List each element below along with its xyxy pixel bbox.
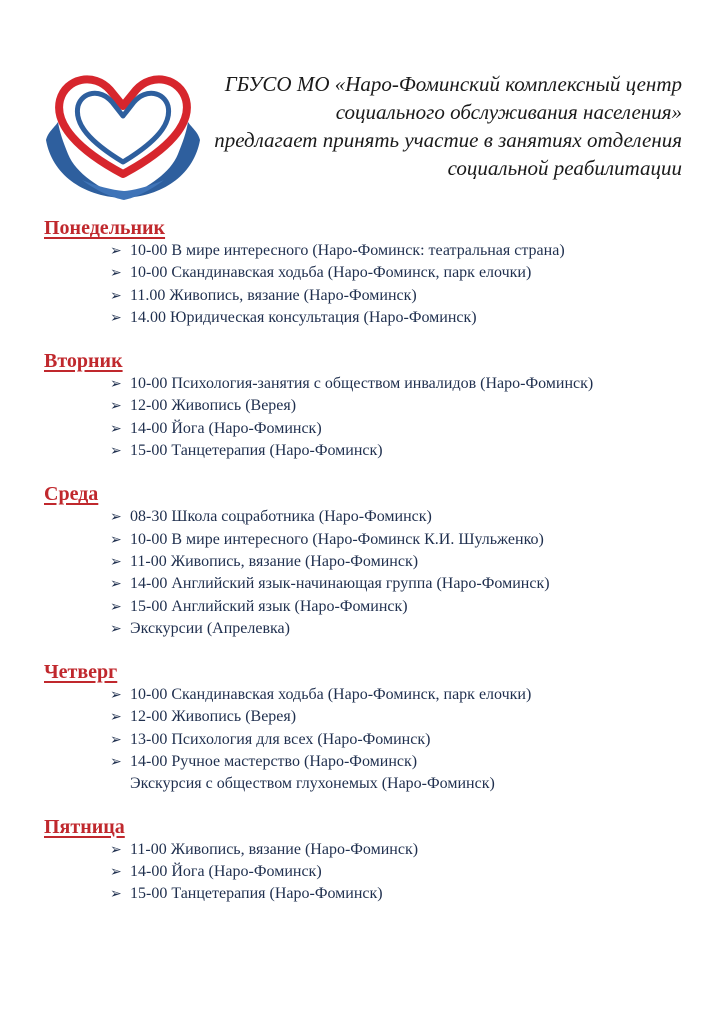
list-item: [110, 751, 694, 773]
arrow-bullet-icon: ➢: [110, 421, 122, 437]
list-item: [110, 618, 694, 640]
activity-text: 14-00 Ручное мастерство (Наро-Фоминск): [130, 753, 418, 771]
arrow-bullet-icon: ➢: [110, 554, 122, 570]
arrow-bullet-icon: ➢: [110, 577, 122, 593]
arrow-bullet-icon: ➢: [110, 377, 122, 393]
list-item: [110, 440, 694, 462]
activity-text: 13-00 Психология для всех (Наро-Фоминск): [130, 730, 431, 748]
weekly-schedule: [44, 216, 694, 926]
day-section: [44, 349, 694, 462]
activity-text: 14.00 Юридическая консультация (Наро-Фоминск): [130, 308, 477, 326]
activity-text: 10-00 Скандинавская ходьба (Наро-Фоминск, парк елочки): [130, 686, 532, 704]
arrow-bullet-icon: ➢: [110, 621, 122, 637]
arrow-bullet-icon: ➢: [110, 510, 122, 526]
activity-text: 15-00 Английский язык (Наро-Фоминск): [130, 597, 408, 615]
day-title: Вторник: [44, 350, 123, 373]
arrow-bullet-icon: ➢: [110, 444, 122, 460]
day-title: Среда: [44, 483, 99, 506]
activity-text: 12-00 Живопись (Верея): [130, 708, 297, 726]
arrow-bullet-icon: ➢: [110, 688, 122, 704]
list-item: [110, 240, 694, 262]
activity-text: 10-00 Скандинавская ходьба (Наро-Фоминск, парк елочки): [130, 264, 532, 282]
arrow-bullet-icon: ➢: [110, 755, 122, 771]
activity-text: Экскурсия с обществом глухонемых (Наро-Фоминск): [130, 775, 495, 793]
activity-text: 10-00 В мире интересного (Наро-Фоминск К.И. Шульженко): [130, 530, 544, 548]
activity-list: [44, 839, 694, 906]
header-line: социальной реабилитации: [447, 156, 682, 180]
list-item: [110, 861, 694, 883]
day-title: Пятница: [44, 815, 125, 838]
arrow-bullet-icon: ➢: [110, 266, 122, 282]
activity-text: 14-00 Английский язык-начинающая группа (Наро-Фоминск): [130, 575, 550, 593]
header-line: социального обслуживания населения»: [335, 100, 682, 124]
arrow-bullet-icon: ➢: [110, 887, 122, 903]
list-item: [110, 307, 694, 329]
activity-text: 11-00 Живопись, вязание (Наро-Фоминск): [130, 840, 419, 858]
list-item: [110, 573, 694, 595]
arrow-bullet-icon: ➢: [110, 842, 122, 858]
arrow-bullet-icon: ➢: [110, 732, 122, 748]
activity-text: 11-00 Живопись, вязание (Наро-Фоминск): [130, 552, 419, 570]
activity-text: 10-00 Психология-занятия с обществом инвалидов (Наро-Фоминск): [130, 375, 594, 393]
arrow-bullet-icon: ➢: [110, 244, 122, 259]
activity-list: [44, 373, 694, 462]
activity-list: [44, 506, 694, 640]
activity-text: 08-30 Школа соцработника (Наро-Фоминск): [130, 508, 432, 526]
day-section: [44, 815, 694, 906]
activity-text: 14-00 Йога (Наро-Фоминск): [130, 862, 322, 880]
list-item: [110, 418, 694, 440]
list-item: [110, 395, 694, 417]
activity-text: 12-00 Живопись (Верея): [130, 397, 297, 415]
activity-list: [44, 684, 694, 794]
arrow-bullet-icon: ➢: [110, 310, 122, 326]
day-title: Понедельник: [44, 217, 166, 239]
list-item: [110, 729, 694, 751]
list-item: [110, 773, 694, 794]
arrow-bullet-icon: ➢: [110, 599, 122, 615]
arrow-bullet-icon: ➢: [110, 288, 122, 304]
arrow-bullet-icon: ➢: [110, 399, 122, 415]
activity-text: 15-00 Танцетерапия (Наро-Фоминск): [130, 885, 383, 903]
activity-text: 14-00 Йога (Наро-Фоминск): [130, 419, 322, 437]
activity-text: 15-00 Танцетерапия (Наро-Фоминск): [130, 442, 383, 460]
list-item: [110, 706, 694, 728]
header-line: предлагает принять участие в занятиях отделения: [214, 128, 682, 152]
activity-text: 10-00 В мире интересного (Наро-Фоминск: театральная страна): [130, 242, 565, 259]
list-item: [110, 506, 694, 528]
header-text: [182, 70, 682, 182]
arrow-bullet-icon: ➢: [110, 710, 122, 726]
day-title: Четверг: [44, 661, 118, 684]
list-item: [110, 529, 694, 551]
header-line: ГБУСО МО «Наро-Фоминский комплексный центр: [224, 72, 682, 96]
arrow-bullet-icon: ➢: [110, 864, 122, 880]
list-item: [110, 373, 694, 395]
list-item: [110, 596, 694, 618]
activity-text: 11.00 Живопись, вязание (Наро-Фоминск): [130, 286, 417, 304]
activity-list: [44, 240, 694, 329]
activity-text: Экскурсии (Апрелевка): [130, 619, 290, 637]
list-item: [110, 262, 694, 284]
day-section: [44, 660, 694, 794]
arrow-bullet-icon: ➢: [110, 532, 122, 548]
day-section: [44, 216, 694, 329]
list-item: [110, 285, 694, 307]
day-section: [44, 482, 694, 640]
list-item: [110, 839, 694, 861]
list-item: [110, 551, 694, 573]
list-item: [110, 883, 694, 905]
list-item: [110, 684, 694, 706]
